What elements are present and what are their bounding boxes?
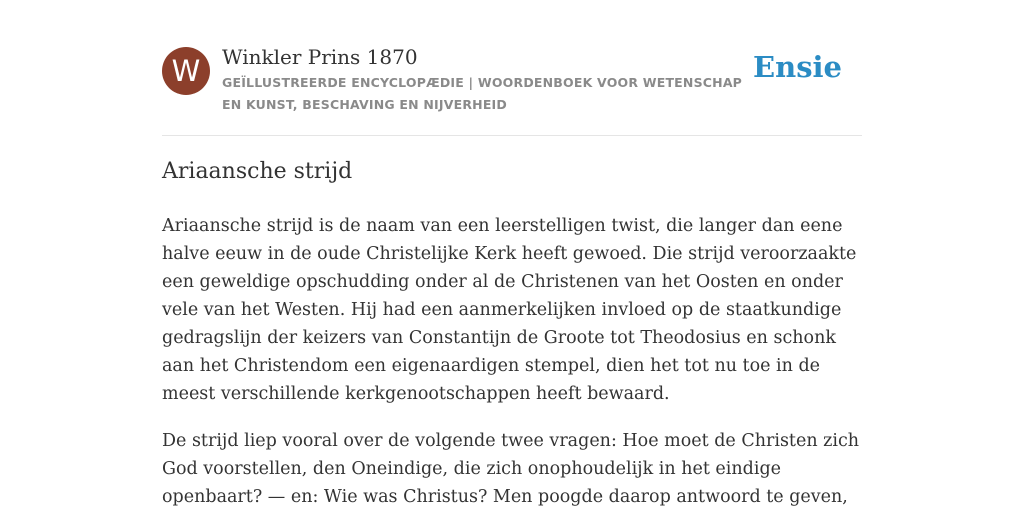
article-paragraph: De strijd liep vooral over de volgende twee vragen: Hoe moet de Christen zich God voorstellen, den Oneindige, die zich onophoudelijk in het eindige openbaart? — en: Wie was Christus? Men poogde daarop antwoord te geven, xyxy=(162,431,860,507)
avatar[interactable]: W xyxy=(162,47,210,95)
publication-header xyxy=(162,0,862,136)
article-body xyxy=(162,212,862,530)
ensie-logo[interactable]: Ensie xyxy=(753,50,842,84)
article-title: Ariaansche strijd xyxy=(162,159,353,184)
publication-subtitle: GEÏLLUSTREERDE ENCYCLOPÆDIE | WOORDENBOEK VOOR WETENSCHAP EN KUNST, BESCHAVING EN NIJVERHEID xyxy=(222,75,743,112)
publication-title[interactable]: Winkler Prins 1870 xyxy=(222,45,418,69)
page-container xyxy=(162,0,862,507)
article-paragraph: Ariaansche strijd is de naam van een leerstelligen twist, die langer dan eene halve eeuw in de oude Christelijke Kerk heeft gewoed. Die strijd veroorzaakte een geweldige opschudding onder al de Christenen van het Oosten en onder vele van het Westen. Hij had een aanmerkelijken invloed op de staatkundige gedragslijn der keizers van Constantijn de Groote tot Theodosius en schonk aan het Christendom een eigenaardigen stempel, dien het tot nu toe in de meest verschillende kerkgenootschappen heeft bewaard. xyxy=(162,216,857,404)
